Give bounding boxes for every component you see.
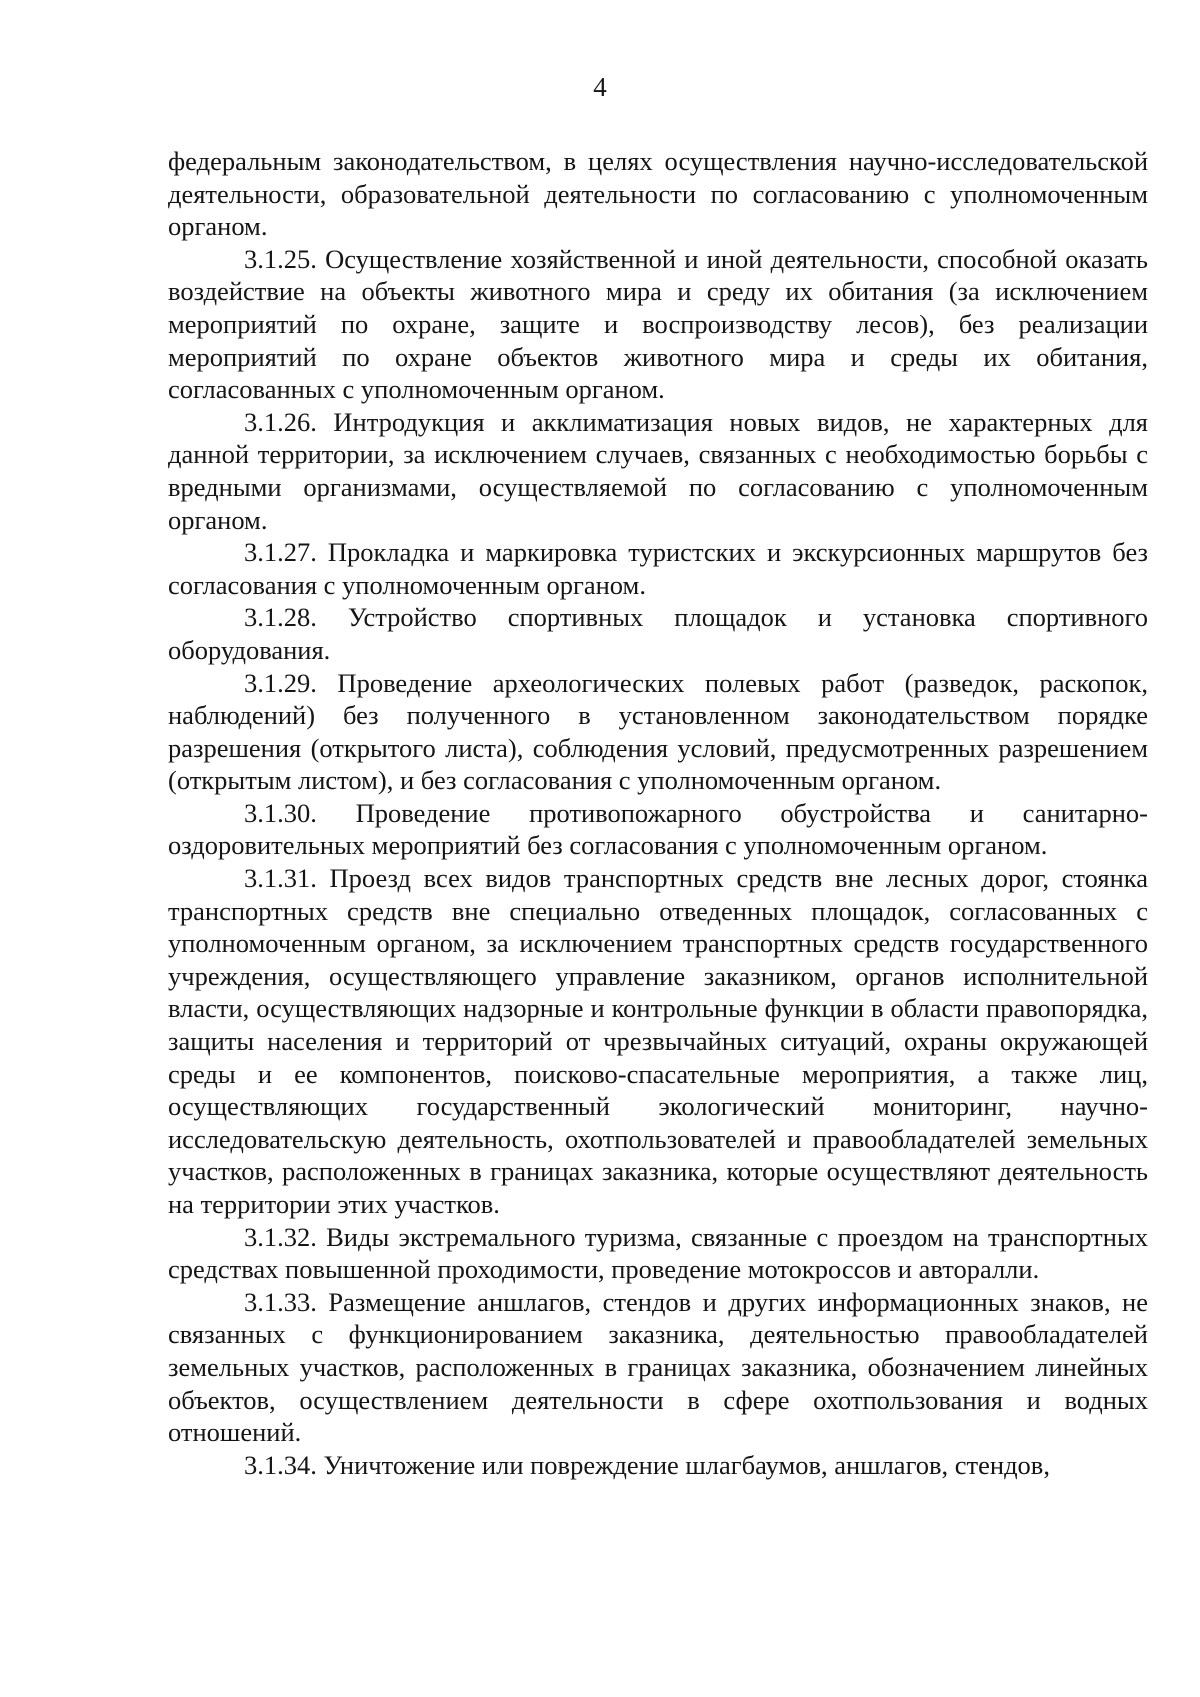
clause-3-1-33: 3.1.33. Размещение аншлагов, стендов и других информационных знаков, не связанных с функционированием заказника, деятельностью правообладателей земельных участков, расположенных в границах заказника, обозначением линейных объектов, осуществлением деятельности в сфере охотпользования и водных отношений.: [168, 1286, 1148, 1448]
document-body: [168, 145, 1148, 1481]
clause-3-1-29: 3.1.29. Проведение археологических полевых работ (разведок, раскопок, наблюдений) без полученного в установленном законодательством порядке разрешения (открытого листа), соблюдения условий, предусмотренных разрешением (открытым листом), и без согласования с уполномоченным органом.: [168, 667, 1148, 796]
clause-3-1-26: 3.1.26. Интродукция и акклиматизация новых видов, не характерных для данной территории, за исключением случаев, связанных с необходимостью борьбы с вредными организмами, осуществляемой по согласованию с уполномоченным органом.: [168, 406, 1148, 535]
clause-3-1-30: 3.1.30. Проведение противопожарного обустройства и санитарно-оздоровительных мероприятий без согласования с уполномоченным органом.: [168, 797, 1148, 861]
clause-3-1-27: 3.1.27. Прокладка и маркировка туристских и экскурсионных маршрутов без согласования с уполномоченным органом.: [168, 537, 1148, 600]
clause-3-1-28: 3.1.28. Устройство спортивных площадок и установка спортивного оборудования.: [168, 602, 1148, 665]
page-number: 4: [593, 72, 607, 102]
clause-3-1-34: 3.1.34. Уничтожение или повреждение шлагбаумов, аншлагов, стендов,: [244, 1449, 1050, 1480]
clause-3-1-32: 3.1.32. Виды экстремального туризма, связанные с проездом на транспортных средствах повышенной проходимости, проведение мотокроссов и авторалли.: [168, 1221, 1148, 1285]
clause-3-1-25: 3.1.25. Осуществление хозяйственной и иной деятельности, способной оказать воздействие на объекты животного мира и среду их обитания (за исключением мероприятий по охране, защите и воспроизводству лесов), без реализации мероприятий по охране объектов животного мира и среды их обитания, согласованных с уполномоченным органом.: [168, 243, 1148, 405]
paragraph-continuation: федеральным законодательством, в целях осуществления научно-исследовательской деятельности, образовательной деятельности по согласованию с уполномоченным органом.: [168, 146, 1148, 242]
clause-3-1-31: 3.1.31. Проезд всех видов транспортных средств вне лесных дорог, стоянка транспортных средств вне специально отведенных площадок, согласованных с уполномоченным органом, за исключением транспортных средств государственного учреждения, осуществляющего управление заказником, органов исполнительной власти, осуществляющих надзорные и контрольные функции в области правопорядка, защиты населения и территорий от чрезвычайных ситуаций, охраны окружающей среды и ее компонентов, поисково-спасательные мероприятия, а также лиц, осуществляющих государственный экологический мониторинг, научно-исследовательскую деятельность, охотпользователей и правообладателей земельных участков, расположенных в границах заказника, которые осуществляют деятельность на территории этих участков.: [168, 863, 1148, 1219]
